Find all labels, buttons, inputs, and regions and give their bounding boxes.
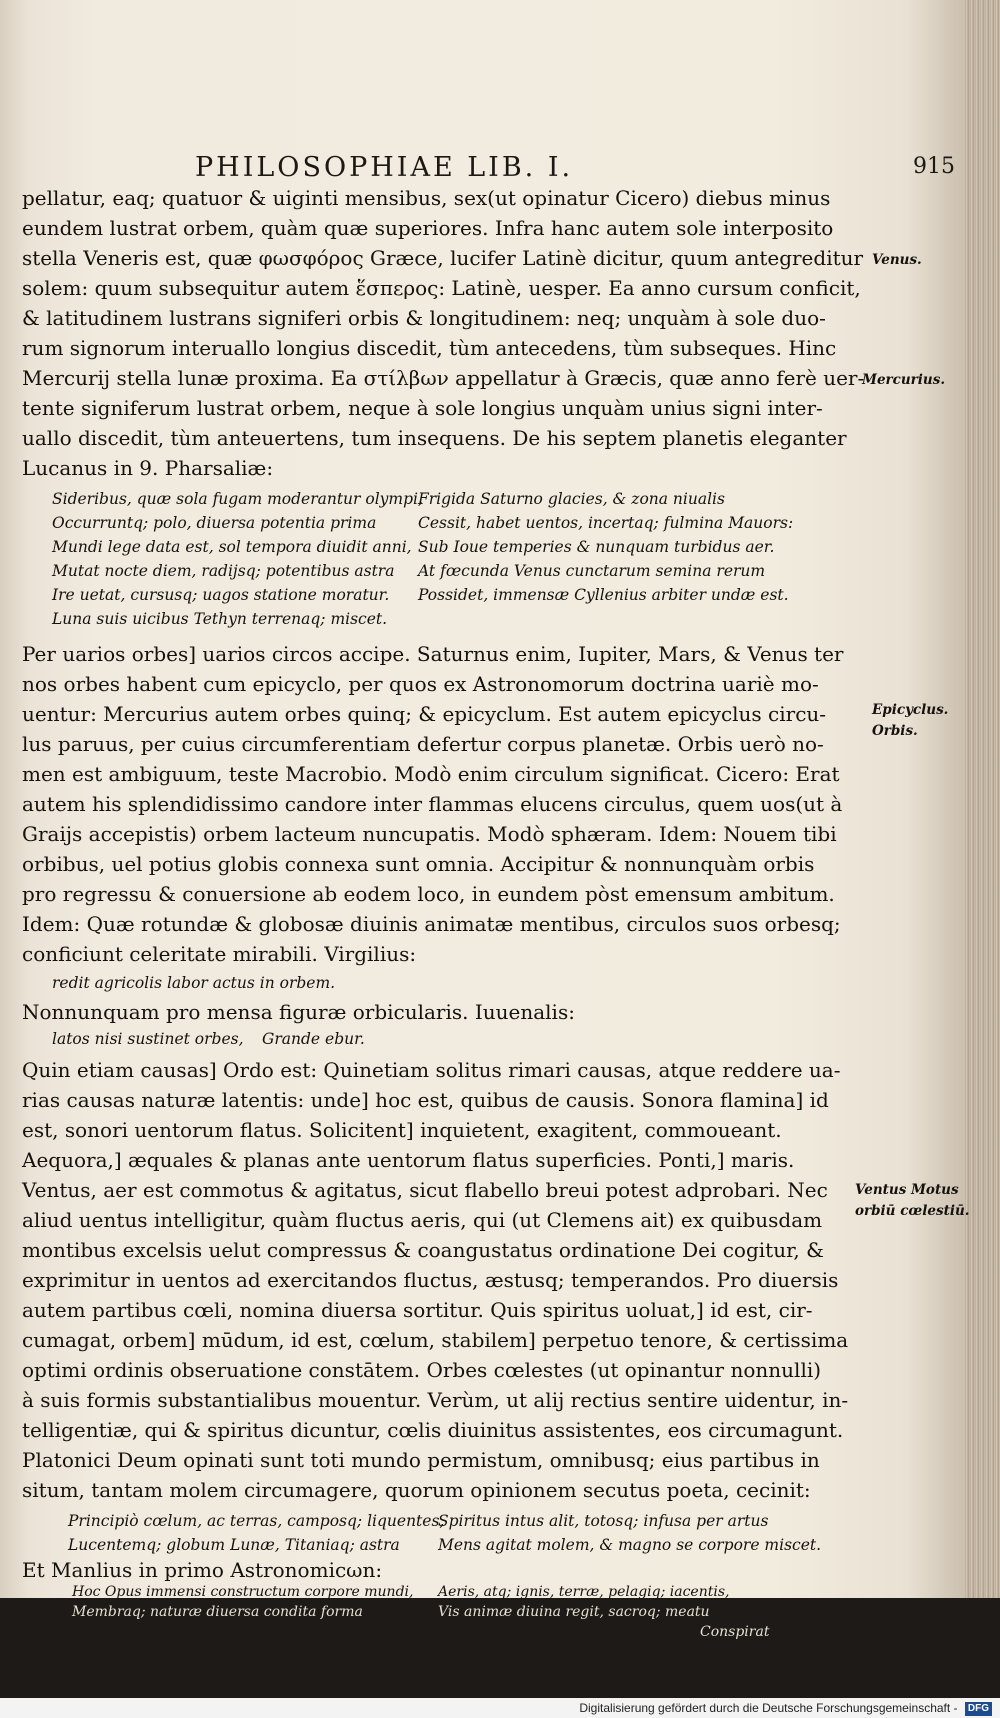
verse-line: Occurruntq; polo, diuersa potentia prima — [52, 514, 377, 532]
margin-note-epicyclus: Epicyclus. — [872, 702, 949, 718]
catchword: Conspirat — [700, 1624, 770, 1640]
text-line: Per uarios orbes] uarios circos accipe. Saturnus enim, Iupiter, Mars, & Venus ter — [22, 642, 844, 666]
verse-line: Lucentemq; globum Lunæ, Titaniaq; astra — [68, 1536, 400, 1554]
text-line: uallo discedit, tùm anteuertens, tum insequens. De his septem planetis eleganter — [22, 426, 847, 450]
verse-line: Mens agitat molem, & magno se corpore miscet. — [438, 1536, 822, 1554]
text-line: conficiunt celeritate mirabili. Virgilius: — [22, 942, 417, 966]
text-line: stella Veneris est, quæ φωσφόρος Græce, lucifer Latinè dicitur, quum antegreditur — [22, 246, 864, 270]
text-line: Idem: Quæ rotundæ & globosæ diuinis animatæ mentibus, circulos suos orbesq; — [22, 912, 841, 936]
margin-note-venus: Venus. — [872, 252, 922, 268]
text-line: uentur: Mercurius autem orbes quinq; & epicyclum. Est autem epicyclus circu- — [22, 702, 827, 726]
text-line: tente signiferum lustrat orbem, neque à sole longius unquàm unius signi inter- — [22, 396, 823, 420]
text-line: optimi ordinis obseruatione constātem. Orbes cœlestes (ut opinantur nonnulli) — [22, 1358, 822, 1382]
text-line: lus paruus, per cuius circumferentiam defertur corpus planetæ. Orbis uerò no- — [22, 732, 824, 756]
text-line: men est ambiguum, teste Macrobio. Modò enim circulum significat. Cicero: Erat — [22, 762, 840, 786]
margin-note-ventus-motus: Ventus Motus — [855, 1182, 959, 1198]
page-edges — [965, 0, 1000, 1598]
text-line: eundem lustrat orbem, quàm quæ superiores. Infra hanc autem sole interposito — [22, 216, 834, 240]
text-line: exprimitur in uentos ad exercitandos fluctus, æstusq; temperandos. Pro diuersis — [22, 1268, 839, 1292]
text-line: Platonici Deum opinati sunt toti mundo permistum, omnibusq; eius partibus in — [22, 1448, 820, 1472]
text-line: pro regressu & conuersione ab eodem loco, in eundem pòst emensum ambitum. — [22, 882, 835, 906]
text-line: cumagat, orbem] mūdum, id est, cœlum, stabilem] perpetuo tenore, & certissima — [22, 1328, 849, 1352]
text-line: Aequora,] æquales & planas ante uentorum flatus superficies. Ponti,] maris. — [22, 1148, 795, 1172]
margin-note-orbium-coelestium: orbiū cœlestiū. — [855, 1203, 970, 1219]
verse-line: redit agricolis labor actus in orbem. — [52, 974, 336, 992]
text-line: aliud uentus intelligitur, quàm fluctus aeris, qui (ut Clemens ait) ex quibusdam — [22, 1208, 823, 1232]
verse-line: Sub Ioue temperies & nunquam turbidus aer. — [418, 538, 775, 556]
verse-line: Membraq; naturæ diuersa condita forma — [72, 1604, 363, 1620]
text-line: à suis formis substantialibus mouentur. Verùm, ut alij rectius sentire uidentur, in- — [22, 1388, 849, 1412]
margin-note-mercurius: Mercurius. — [862, 372, 946, 388]
verse-line: Mundi lege data est, sol tempora diuidit anni, — [52, 538, 412, 556]
text-line: Lucanus in 9. Pharsaliæ: — [22, 456, 274, 480]
verse-line: Grande ebur. — [262, 1030, 365, 1048]
text-line: nos orbes habent cum epicyclo, per quos ex Astronomorum doctrina uariè mo- — [22, 672, 819, 696]
running-head — [195, 152, 955, 186]
margin-note-orbis: Orbis. — [872, 723, 918, 739]
verse-line: Vis animæ diuina regit, sacroq; meatu — [438, 1604, 710, 1620]
verse-line: Hoc Opus immensi constructum corpore mundi, — [72, 1584, 414, 1600]
footer-text: Digitalisierung gefördert durch die Deutsche Forschungsgemeinschaft - — [579, 1701, 958, 1715]
text-line: montibus excelsis uelut compressus & coangustatus ordinatione Dei cogitur, & — [22, 1238, 824, 1262]
text-line: telligentiæ, qui & spiritus dicuntur, cœlis diuinitus assistentes, eos circumagunt. — [22, 1418, 844, 1442]
text-line: Nonnunquam pro mensa figuræ orbicularis. Iuuenalis: — [22, 1000, 575, 1024]
text-line: est, sonori uentorum flatus. Solicitent] inquietent, exagitent, commoueant. — [22, 1118, 782, 1142]
text-line: situm, tantam molem circumagere, quorum opinionem secutus poeta, cecinit: — [22, 1478, 811, 1502]
verse-line: Mutat nocte diem, radijsq; potentibus astra — [52, 562, 395, 580]
text-line: pellatur, eaq; quatuor & uiginti mensibus, sex(ut opinatur Cicero) diebus minus — [22, 186, 831, 210]
verse-line: Possidet, immensæ Cyllenius arbiter undæ est. — [418, 586, 789, 604]
text-line: solem: quum subsequitur autem ἕσπερος: Latinè, uesper. Ea anno cursum conficit, — [22, 276, 861, 300]
text-line: autem partibus cœli, nomina diuersa sortitur. Quis spiritus uoluat,] id est, cir- — [22, 1298, 813, 1322]
text-line: Et Manlius in primo Astronomicωn: — [22, 1558, 383, 1582]
verse-line: Sideribus, quæ sola fugam moderantur olympi, — [52, 490, 423, 508]
digitization-footer — [0, 1698, 1000, 1718]
page-number: 915 — [913, 154, 955, 179]
text-line: Mercurij stella lunæ proxima. Ea στίλβων appellatur à Græcis, quæ anno ferè uer- — [22, 366, 865, 390]
verse-line: Frigida Saturno glacies, & zona niualis — [418, 490, 725, 508]
dfg-logo: DFG — [965, 1702, 992, 1716]
text-line: Graijs accepistis) orbem lacteum nuncupatis. Modò sphæram. Idem: Nouem tibi — [22, 822, 837, 846]
text-line: rias causas naturæ latentis: unde] hoc est, quibus de causis. Sonora flamina] id — [22, 1088, 829, 1112]
verse-line: Ire uetat, cursusq; uagos statione moratur. — [52, 586, 390, 604]
text-line: Quin etiam causas] Ordo est: Quinetiam solitus rimari causas, atque reddere ua- — [22, 1058, 841, 1082]
verse-line: At fœcunda Venus cunctarum semina rerum — [418, 562, 766, 580]
verse-line: latos nisi sustinet orbes, — [52, 1030, 244, 1048]
text-line: & latitudinem lustrans signiferi orbis & longitudinem: neq; unquàm à sole duo- — [22, 306, 826, 330]
verse-line: Principiò cœlum, ac terras, camposq; liquentes, — [68, 1512, 445, 1530]
verse-line: Spiritus intus alit, totosq; infusa per artus — [438, 1512, 769, 1530]
text-line: orbibus, uel potius globis connexa sunt omnia. Accipitur & nonnunquàm orbis — [22, 852, 815, 876]
verse-line: Luna suis uicibus Tethyn terrenaq; miscet. — [52, 610, 388, 628]
verse-line: Aeris, atq; ignis, terræ, pelagiq; iacentis, — [438, 1584, 730, 1600]
text-line: Ventus, aer est commotus & agitatus, sicut flabello breui potest adprobari. Nec — [22, 1178, 828, 1202]
running-head-title: PHILOSOPHIAE LIB. I. — [195, 152, 574, 183]
text-line: autem his splendidissimo candore inter flammas elucens circulus, quem uos(ut à — [22, 792, 843, 816]
verse-line: Cessit, habet uentos, incertaq; fulmina Mauors: — [418, 514, 794, 532]
text-line: rum signorum interuallo longius discedit, tùm antecedens, tùm subseques. Hinc — [22, 336, 837, 360]
